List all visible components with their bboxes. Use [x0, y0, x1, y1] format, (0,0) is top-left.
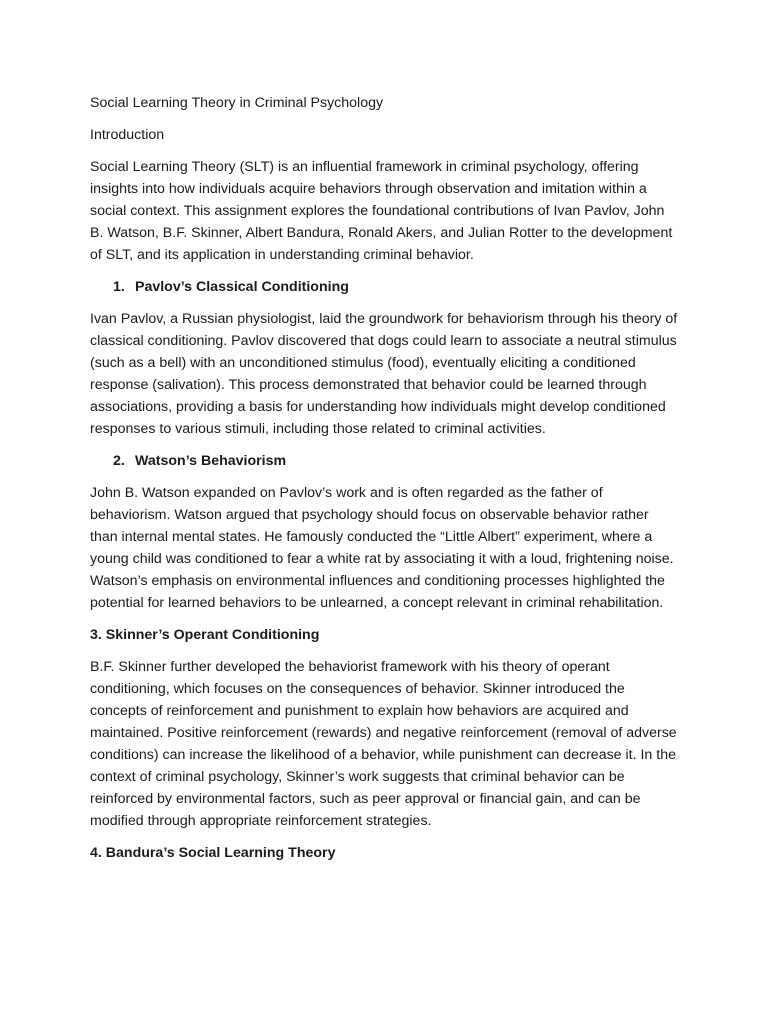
section-heading-watson: [90, 450, 678, 472]
section-paragraph-pavlov: Ivan Pavlov, a Russian physiologist, laid the groundwork for behaviorism through his theory of classical conditioning. Pavlov discovered that dogs could learn to associate a neutral stimulus (such as a bell) with an unconditioned stimulus (food), eventually eliciting a conditioned response (salivation). This process demonstrated that behavior could be learned through associations, providing a basis for understanding how individuals might develop conditioned responses to various stimuli, including those related to criminal activities.: [90, 311, 678, 437]
section-paragraph-watson: John B. Watson expanded on Pavlov’s work and is often regarded as the father of behaviorism. Watson argued that psychology should focus on observable behavior rather than internal mental states. He famously conducted the “Little Albert” experiment, where a young child was conditioned to fear a white rat by associating it with a loud, frightening noise. Watson’s emphasis on environmental influences and conditioning processes highlighted the potential for learned behaviors to be unlearned, a concept relevant in criminal rehabilitation.: [90, 485, 674, 611]
introduction-paragraph: Social Learning Theory (SLT) is an influential framework in criminal psychology, offering insights into how individuals acquire behaviors through observation and imitation within a social context. This assignment explores the foundational contributions of Ivan Pavlov, John B. Watson, B.F. Skinner, Albert Bandura, Ronald Akers, and Julian Rotter to the development of SLT, and its application in understanding criminal behavior.: [90, 159, 673, 263]
section-number: 1.: [113, 279, 125, 295]
section-number: 2.: [113, 453, 125, 469]
section-heading-bandura: 4. Bandura’s Social Learning Theory: [90, 845, 336, 861]
section-heading-text: Watson’s Behaviorism: [135, 453, 287, 469]
section-heading-text: Pavlov’s Classical Conditioning: [135, 279, 349, 295]
section-heading-pavlov: [90, 276, 678, 298]
section-paragraph-skinner: B.F. Skinner further developed the behaviorist framework with his theory of operant conditioning, which focuses on the consequences of behavior. Skinner introduced the concepts of reinforcement and punishment to explain how behaviors are acquired and maintained. Positive reinforcement (rewards) and negative reinforcement (removal of adverse conditions) can increase the likelihood of a behavior, while punishment can decrease it. In the context of criminal psychology, Skinner’s work suggests that criminal behavior can be reinforced by environmental factors, such as peer approval or financial gain, and can be modified through appropriate reinforcement strategies.: [90, 659, 677, 829]
introduction-heading: Introduction: [90, 127, 165, 143]
section-heading-skinner: 3. Skinner’s Operant Conditioning: [90, 627, 320, 643]
document-body: [90, 92, 678, 874]
document-title: Social Learning Theory in Criminal Psychology: [90, 95, 384, 111]
